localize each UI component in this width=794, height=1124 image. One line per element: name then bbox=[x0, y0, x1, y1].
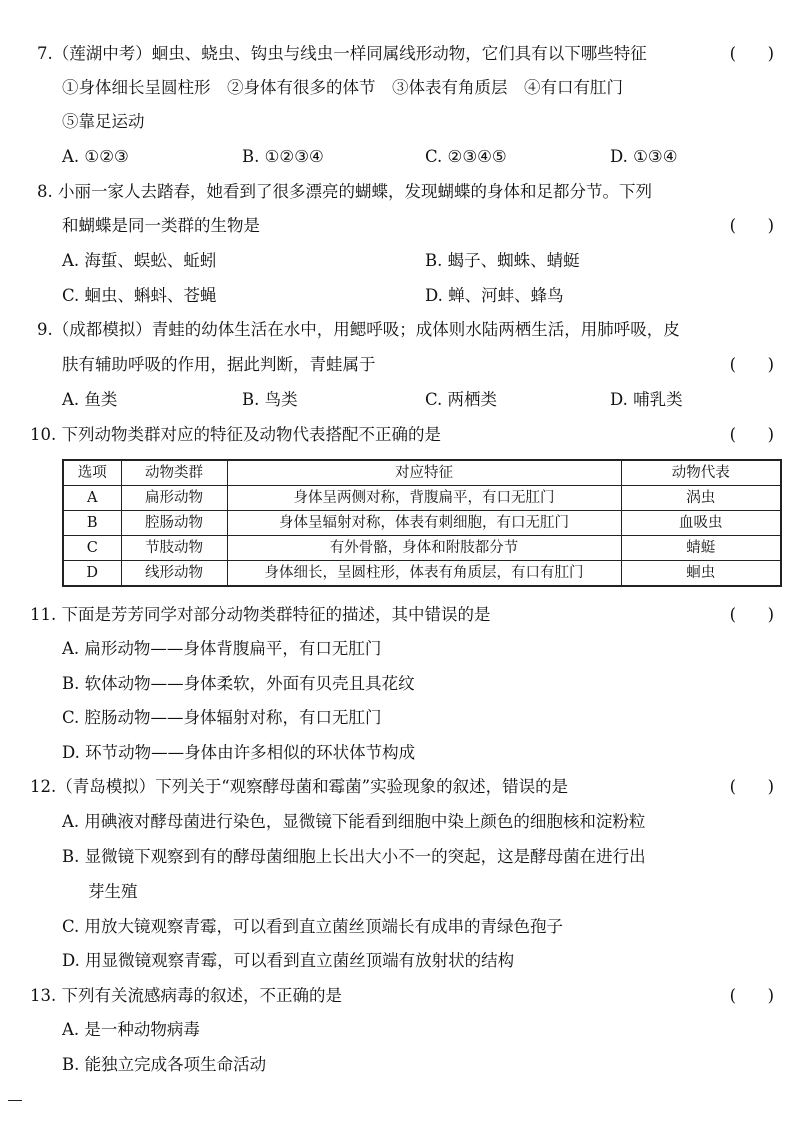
q12-option-d: D. 用显微镜观察青霉，可以看到直立菌丝顶端有放射状的结构 bbox=[62, 951, 515, 970]
q11-option-c: C. 腔肠动物——身体辐射对称，有口无肛门 bbox=[62, 708, 382, 727]
table-row bbox=[63, 486, 781, 511]
q7-option-b: B. ①②③④ bbox=[242, 147, 324, 166]
q13-stem: 13. 下列有关流感病毒的叙述，不正确的是 bbox=[30, 986, 342, 1005]
table-cell: 蛔虫 bbox=[621, 561, 781, 587]
q8-option-c: C. 蛔虫、蝌蚪、苍蝇 bbox=[62, 286, 217, 305]
q9-option-c: C. 两栖类 bbox=[425, 390, 498, 409]
q11-option-a: A. 扁形动物——身体背腹扁平，有口无肛门 bbox=[62, 639, 382, 658]
q9-option-a: A. 鱼类 bbox=[62, 390, 118, 409]
q11-option-b: B. 软体动物——身体柔软，外面有贝壳且具花纹 bbox=[62, 674, 415, 693]
q9-stem-line1: 9.（成都模拟）青蛙的幼体生活在水中，用鳃呼吸；成体则水陆两栖生活，用肺呼吸，皮 bbox=[37, 320, 680, 339]
table-header-cell: 动物代表 bbox=[621, 460, 781, 486]
q12-option-c: C. 用放大镜观察青霉，可以看到直立菌丝顶端长有成串的青绿色孢子 bbox=[62, 917, 564, 936]
table-cell: 线形动物 bbox=[121, 561, 227, 587]
table-cell: 身体呈辐射对称，体表有刺细胞，有口无肛门 bbox=[227, 511, 621, 536]
table-cell: A bbox=[63, 486, 121, 511]
q8-option-a: A. 海蜇、蜈蚣、蚯蚓 bbox=[62, 251, 217, 270]
table-cell: 有外骨骼，身体和附肢都分节 bbox=[227, 536, 621, 561]
q8-answer-paren: ( ) bbox=[729, 216, 774, 235]
table-cell: 节肢动物 bbox=[121, 536, 227, 561]
table-header-cell: 动物类群 bbox=[121, 460, 227, 486]
q8-option-d: D. 蝉、河蚌、蜂鸟 bbox=[425, 286, 564, 305]
table-cell: 扁形动物 bbox=[121, 486, 227, 511]
table-cell: 涡虫 bbox=[621, 486, 781, 511]
table-cell: D bbox=[63, 561, 121, 587]
q8-option-b: B. 蝎子、蜘蛛、蜻蜓 bbox=[425, 251, 580, 270]
q9-stem-line2: 肤有辅助呼吸的作用，据此判断，青蛙属于 bbox=[62, 355, 376, 374]
q7-statement-5: ⑤靠足运动 bbox=[62, 112, 145, 131]
q12-stem: 12.（青岛模拟）下列关于“观察酵母菌和霉菌”实验现象的叙述，错误的是 bbox=[30, 777, 569, 796]
q11-stem: 11. 下面是芳芳同学对部分动物类群特征的描述，其中错误的是 bbox=[30, 605, 491, 624]
q7-option-d: D. ①③④ bbox=[610, 147, 678, 166]
q8-stem-line1: 8. 小丽一家人去踏春，她看到了很多漂亮的蝴蝶，发现蝴蝶的身体和足都分节。下列 bbox=[37, 182, 652, 201]
table-row bbox=[63, 536, 781, 561]
q7-option-a: A. ①②③ bbox=[62, 147, 129, 166]
q12-answer-paren: ( ) bbox=[729, 777, 774, 796]
q13-option-a: A. 是一种动物病毒 bbox=[62, 1020, 200, 1039]
q8-stem-line2: 和蝴蝶是同一类群的生物是 bbox=[62, 216, 260, 235]
q7-stem: 7.（莲湖中考）蛔虫、蛲虫、钩虫与线虫一样同属线形动物，它们具有以下哪些特征 bbox=[37, 44, 647, 63]
q7-answer-paren: ( ) bbox=[729, 44, 774, 63]
table-cell: C bbox=[63, 536, 121, 561]
q7-statements-line: ①身体细长呈圆柱形 ②身体有很多的体节 ③体表有角质层 ④有口有肛门 bbox=[62, 78, 623, 97]
table-cell: 身体呈两侧对称，背腹扁平，有口无肛门 bbox=[227, 486, 621, 511]
table-cell: 蜻蜓 bbox=[621, 536, 781, 561]
table-cell: 腔肠动物 bbox=[121, 511, 227, 536]
q13-option-b: B. 能独立完成各项生命活动 bbox=[62, 1055, 267, 1074]
q9-option-b: B. 鸟类 bbox=[242, 390, 298, 409]
table-header-row bbox=[63, 460, 781, 486]
q10-answer-paren: ( ) bbox=[729, 425, 774, 444]
q10-stem: 10. 下列动物类群对应的特征及动物代表搭配不正确的是 bbox=[30, 425, 441, 444]
page-footer-dash bbox=[8, 1100, 22, 1101]
q7-option-c: C. ②③④⑤ bbox=[425, 147, 507, 166]
table-row bbox=[63, 561, 781, 587]
q9-answer-paren: ( ) bbox=[729, 355, 774, 374]
q11-option-d: D. 环节动物——身体由许多相似的环状体节构成 bbox=[62, 743, 416, 762]
table-header-cell: 选项 bbox=[63, 460, 121, 486]
q11-answer-paren: ( ) bbox=[729, 605, 774, 624]
table-cell: B bbox=[63, 511, 121, 536]
q12-option-b: B. 显微镜下观察到有的酵母菌细胞上长出大小不一的突起，这是酵母菌在进行出 bbox=[62, 847, 646, 866]
q12-option-b-continued: 芽生殖 bbox=[88, 882, 138, 901]
table-header-cell: 对应特征 bbox=[227, 460, 621, 486]
q12-option-a: A. 用碘液对酵母菌进行染色，显微镜下能看到细胞中染上颜色的细胞核和淀粉粒 bbox=[62, 812, 646, 831]
table-row bbox=[63, 511, 781, 536]
table-cell: 身体细长，呈圆柱形，体表有角质层，有口有肛门 bbox=[227, 561, 621, 587]
table-cell: 血吸虫 bbox=[621, 511, 781, 536]
q10-table bbox=[62, 459, 782, 587]
q9-option-d: D. 哺乳类 bbox=[610, 390, 683, 409]
q13-answer-paren: ( ) bbox=[729, 986, 774, 1005]
